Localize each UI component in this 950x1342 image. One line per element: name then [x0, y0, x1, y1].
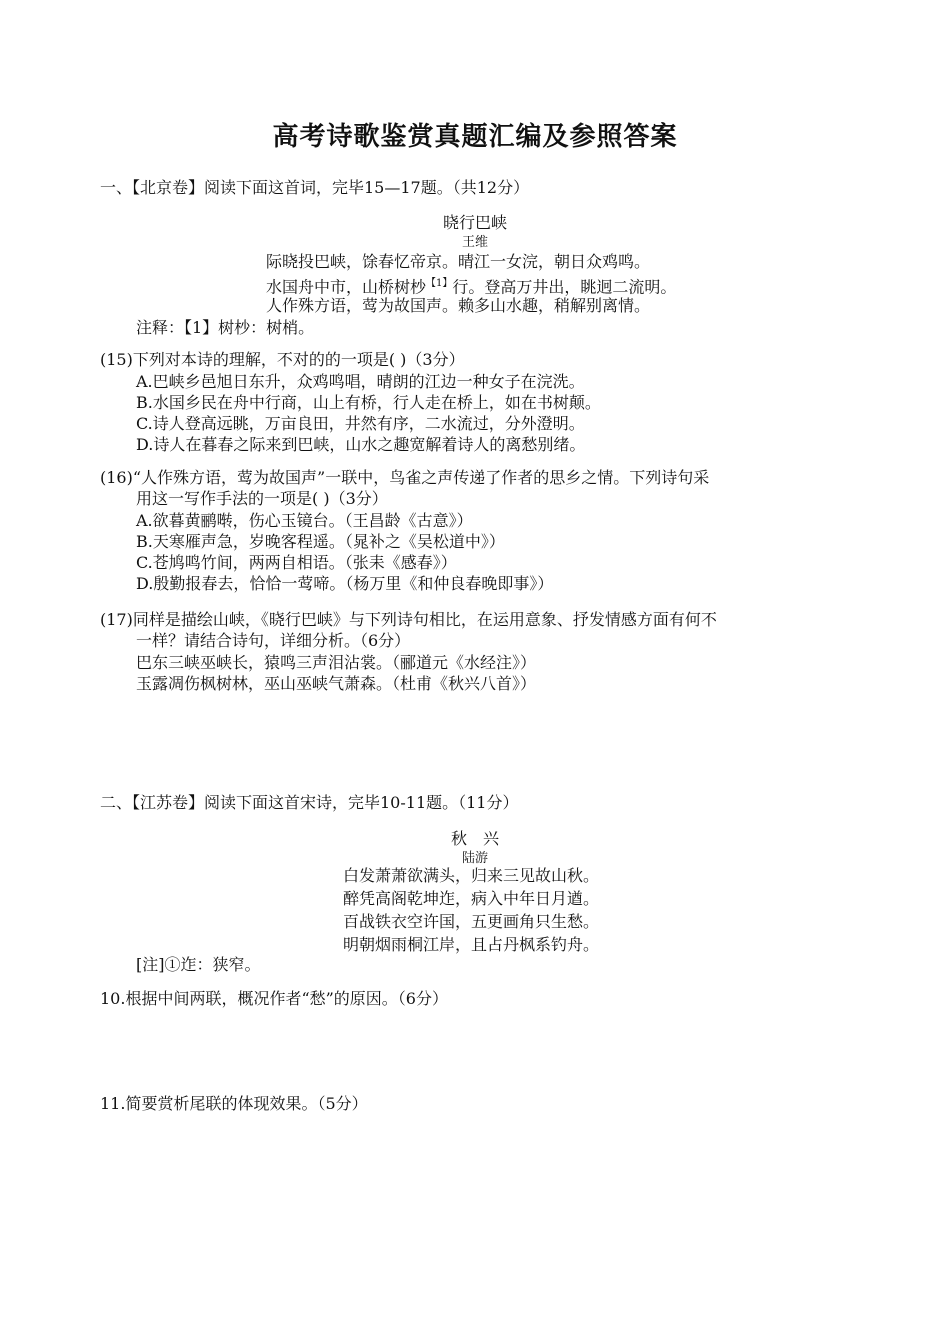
poem2-line-3: 百战铁衣空许国，五更画角只生愁。	[343, 912, 600, 931]
q16-option-d: D.殷勤报春去，恰恰一莺啼。（杨万里《和仲良春晚即事》）	[136, 574, 554, 593]
poem1-line-3: 人作殊方语，莺为故国声。赖多山水趣，稍解别离情。	[266, 296, 651, 315]
q15-option-a: A.巴峡乡邑旭日东升，众鸡鸣唱，晴朗的江边一种女子在浣洗。	[136, 372, 585, 391]
page-title: 高考诗歌鉴赏真题汇编及参照答案	[272, 122, 678, 152]
poem2-line-4: 明朝烟雨桐江岸，且占丹枫系钓舟。	[343, 935, 600, 954]
poem2-title: 秋 兴	[450, 829, 499, 848]
poem1-line-2b: 行。登高万井出，眺迥二流明。	[452, 277, 677, 297]
poem1-line-1: 际晓投巴峡，馀春忆帝京。晴江一女浣，朝日众鸡鸣。	[266, 252, 651, 271]
q17-stem-2: 一样？请结合诗句，详细分析。（6分）	[136, 631, 411, 650]
footnote-marker: 【1】	[426, 278, 453, 289]
poem1-author: 王维	[461, 235, 488, 250]
poem1-note: 注释：【1】树杪：树梢。	[136, 318, 315, 337]
q15-option-d: D.诗人在暮春之际来到巴峡，山水之趣宽解着诗人的离愁别绪。	[136, 435, 586, 454]
q16-stem-1: (16)“人作殊方语，莺为故国声”一联中，鸟雀之声传递了作者的思乡之情。下列诗句采	[100, 468, 710, 487]
q16-option-c: C.苍鸠鸣竹间，两两自相语。（张耒《感春》）	[136, 553, 457, 572]
poem1-line-2	[266, 274, 676, 297]
q15-option-c: C.诗人登高远眺，万亩良田，井然有序，二水流过，分外澄明。	[136, 414, 585, 433]
poem2-line-1: 白发萧萧欲满头，归来三见故山秋。	[343, 866, 600, 885]
poem1-title: 晓行巴峡	[442, 213, 507, 232]
q15-option-b: B.水国乡民在舟中行商，山上有桥，行人走在桥上，如在书树颠。	[136, 393, 601, 412]
poem2-line-2: 醉凭高阁乾坤迮，病入中年日月遒。	[343, 889, 600, 908]
q17-quote-2: 玉露凋伤枫树林，巫山巫峡气萧森。（杜甫《秋兴八首》）	[136, 674, 537, 693]
q17-quote-1: 巴东三峡巫峡长，猿鸣三声泪沾裳。（郦道元《水经注》）	[136, 653, 537, 672]
q15-stem: (15)下列对本诗的理解，不对的的一项是( )（3分）	[100, 350, 465, 369]
poem2-author: 陆游	[461, 851, 488, 866]
q16-option-a: A.欲暮黄鹂啭，伤心玉镜台。（王昌龄《古意》）	[136, 511, 473, 530]
q11-stem: 11.简要赏析尾联的体现效果。（5分）	[100, 1094, 368, 1113]
q17-stem-1: (17)同样是描绘山峡，《晓行巴峡》与下列诗句相比，在运用意象、抒发情感方面有何不	[100, 610, 717, 629]
q10-stem: 10.根据中间两联，概况作者“愁”的原因。（6分）	[100, 989, 448, 1008]
poem2-note: [注]①迮：狭窄。	[136, 955, 261, 974]
section1-header: 一、【北京卷】阅读下面这首词，完毕15—17题。（共12分）	[100, 178, 530, 197]
section2-header: 二、【江苏卷】阅读下面这首宋诗，完毕10-11题。（11分）	[100, 793, 519, 812]
q16-option-b: B.天寒雁声急，岁晚客程遥。（晁补之《吴松道中》）	[136, 532, 505, 551]
q16-stem-2: 用这一写作手法的一项是( )（3分）	[136, 489, 388, 508]
poem1-line-2a: 水国舟中市，山桥树杪	[266, 277, 427, 297]
